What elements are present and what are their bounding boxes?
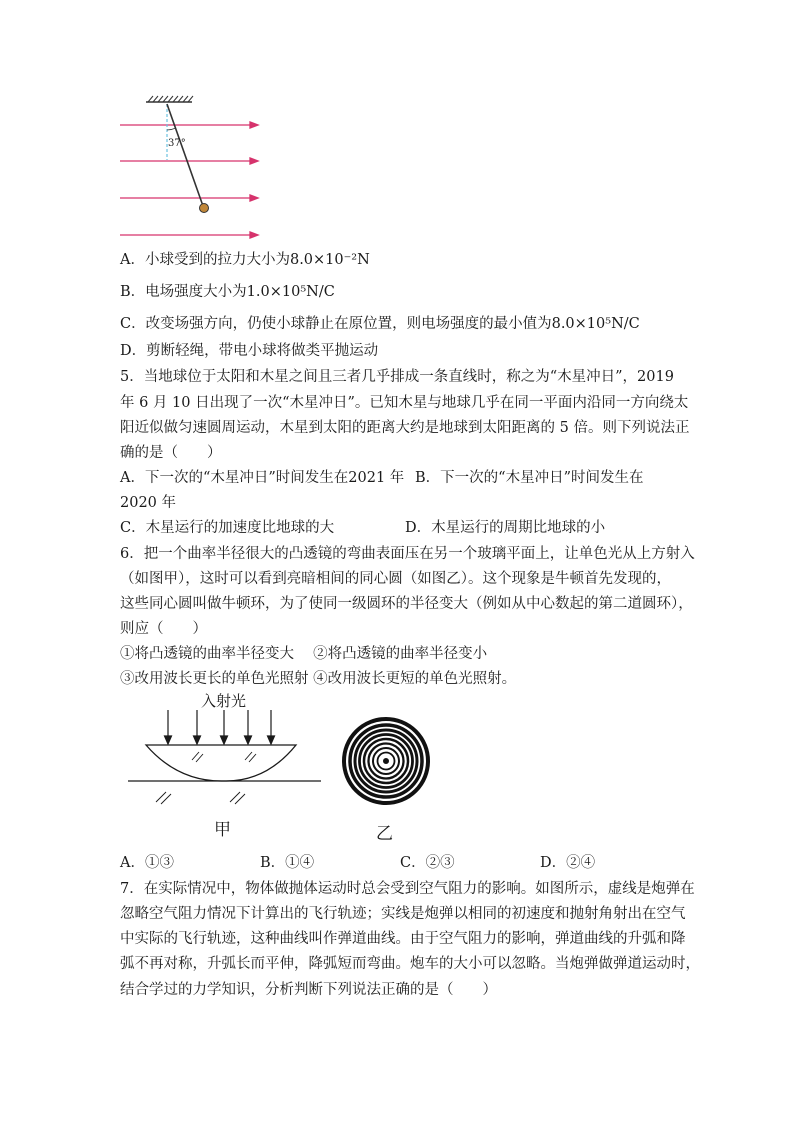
- q6-option-a: A．①③: [120, 855, 174, 871]
- q6-text-line: 这些同心圆叫做牛顿环，为了使同一级圆环的半径变大（例如从中心数起的第二道圆环），: [120, 596, 693, 612]
- q4-option-b: B．电场强度大小为1.0×10⁵N/C: [120, 284, 335, 300]
- figure-label-jia: 甲: [214, 820, 231, 840]
- q4-option-c: C．改变场强方向，仍使小球静止在原位置，则电场强度的最小值为8.0×10⁵N/C: [120, 316, 640, 332]
- incident-light-label: 入射光: [201, 692, 247, 710]
- q4-option-d: D．剪断轻绳，带电小球将做类平抛运动: [120, 343, 379, 359]
- pendulum-field-figure: [118, 92, 268, 242]
- q6-text-line: （如图甲），这时可以看到亮暗相间的同心圆（如图乙）。这个现象是牛顿首先发现的，: [120, 571, 671, 587]
- q4-option-a: A．小球受到的拉力大小为8.0×10⁻²N: [120, 252, 370, 268]
- q7-text-line: 结合学过的力学知识，分析判断下列说法正确的是（ ）: [120, 982, 497, 998]
- q7-text-line: 7．在实际情况中，物体做抛体运动时总会受到空气阻力的影响。如图所示，虚线是炮弹在: [120, 881, 695, 897]
- q5-text-line: 阳近似做匀速圆周运动，木星到太阳的距离大约是地球到太阳距离的 5 倍。则下列说法正: [120, 420, 690, 436]
- q5-text-line: 5．当地球位于太阳和木星之间且三者几乎排成一条直线时，称之为“木星冲日”，2019: [120, 369, 674, 385]
- field-lines: [120, 122, 258, 238]
- q7-text-line: 忽略空气阻力情况下计算出的飞行轨迹；实线是炮弹以相同的初速度和抛射角射出在空气: [120, 906, 686, 922]
- ball-icon: [200, 204, 209, 213]
- angle-label: 37°: [168, 138, 186, 149]
- q6-option-d: D．②④: [540, 855, 596, 871]
- q6-option-b: B．①④: [260, 855, 315, 871]
- lens-figure-jia: [126, 690, 326, 850]
- q5-text-line: 确的是（ ）: [120, 445, 222, 461]
- newton-rings-figure-yi: [336, 716, 446, 846]
- q6-text-line: 6．把一个曲率半径很大的凸透镜的弯曲表面压在另一个玻璃平面上，让单色光从上方射入: [120, 546, 695, 562]
- q6-choice-line: ①将凸透镜的曲率半径变大 ②将凸透镜的曲率半径变小: [120, 646, 488, 662]
- q5-text-line: 年 6 月 10 日出现了一次“木星冲日”。已知木星与地球几乎在同一平面内沿同一方向绕太: [120, 395, 689, 411]
- q5-option-d: D．木星运行的周期比地球的小: [405, 520, 606, 536]
- q5-option-c: C．木星运行的加速度比地球的大: [120, 520, 335, 536]
- q7-text-line: 中实际的飞行轨迹，这种曲线叫作弹道曲线。由于空气阻力的影响，弹道曲线的升弧和降: [120, 931, 686, 947]
- incident-arrows: [165, 710, 275, 744]
- ring-center-dot: [383, 758, 389, 764]
- q6-text-line: 则应（ ）: [120, 621, 207, 637]
- q6-choice-line: ③改用波长更长的单色光照射 ④改用波长更短的单色光照射。: [120, 671, 517, 687]
- q5-option-b-cont: 2020 年: [120, 495, 177, 511]
- q5-option-a: A．下一次的“木星冲日”时间发生在2021 年: [120, 470, 405, 486]
- q7-text-line: 弧不再对称，升弧长而平伸，降弧短而弯曲。炮车的大小可以忽略。当炮弹做弹道运动时，: [120, 956, 700, 972]
- figure-label-yi: 乙: [376, 824, 393, 844]
- q5-option-b: B．下一次的“木星冲日”时间发生在: [415, 470, 644, 486]
- q6-option-c: C．②③: [400, 855, 455, 871]
